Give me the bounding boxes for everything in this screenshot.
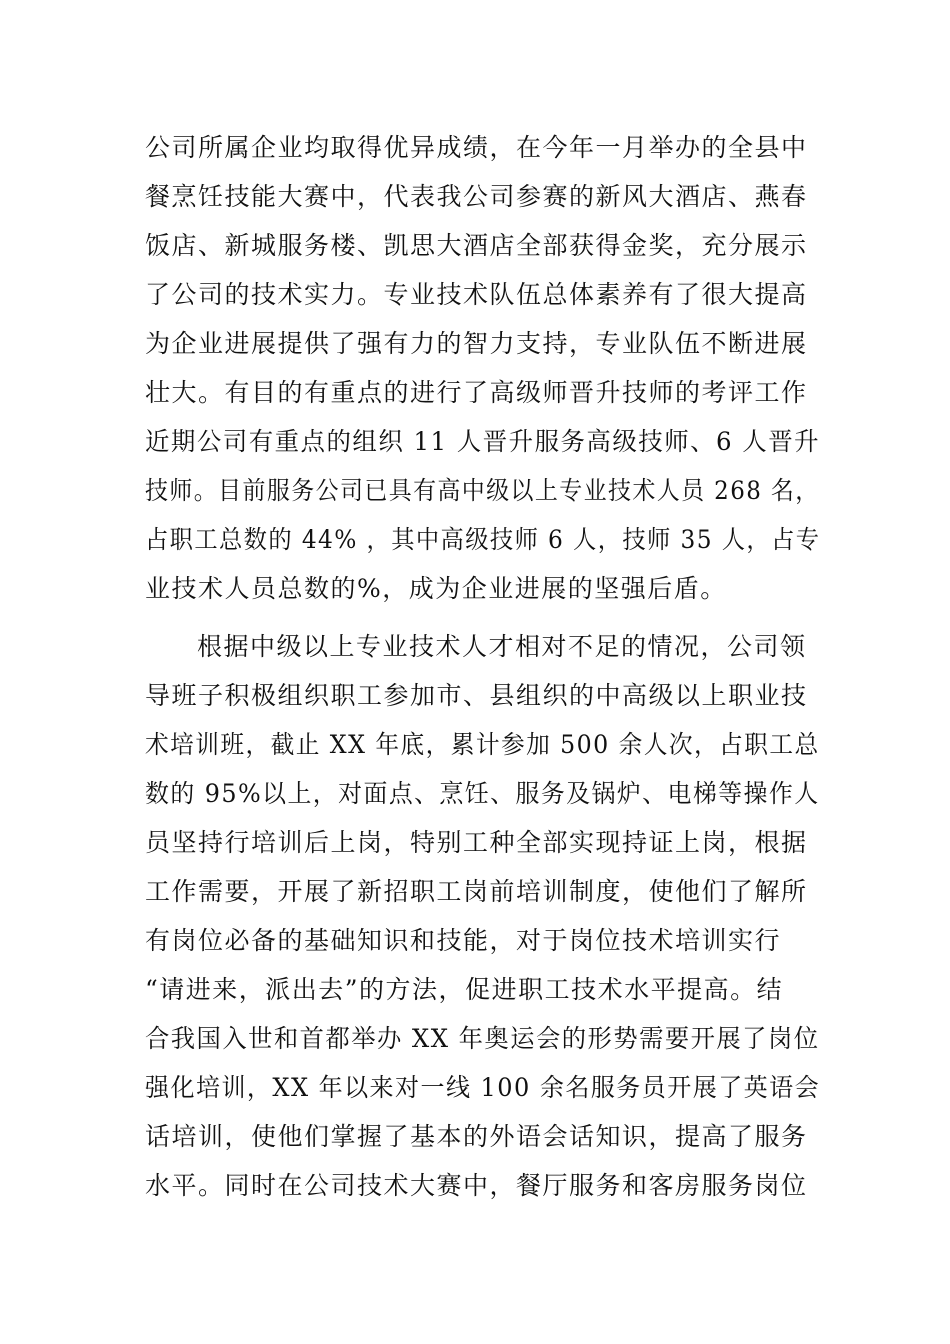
text-line: 技师。目前服务公司已具有高中级以上专业技术人员 268 名，	[145, 476, 820, 505]
text-line: 员坚持行培训后上岗，特别工种全部实现持证上岗，根据	[145, 828, 808, 857]
text-line: 餐烹饪技能大赛中，代表我公司参赛的新风大酒店、燕春	[145, 182, 808, 211]
text-line: 公司所属企业均取得优异成绩，在今年一月举办的全县中	[145, 133, 808, 162]
text-line: 壮大。有目的有重点的进行了高级师晋升技师的考评工作	[145, 378, 808, 407]
text-line: 工作需要，开展了新招职工岗前培训制度，使他们了解所	[145, 877, 808, 906]
text-line: 了公司的技术实力。专业技术队伍总体素养有了很大提高	[145, 280, 808, 309]
text-line: 近期公司有重点的组织 11 人晋升服务高级技师、6 人晋升	[145, 427, 821, 456]
paragraph-first-line: 根据中级以上专业技术人才相对不足的情况，公司领	[197, 632, 807, 661]
text-line: 为企业进展提供了强有力的智力支持，专业队伍不断进展	[145, 329, 808, 358]
text-line: 术培训班，截止 XX 年底，累计参加 500 余人次，占职工总	[145, 730, 820, 759]
text-line: 有岗位必备的基础知识和技能，对于岗位技术培训实行	[145, 926, 782, 955]
text-line: 水平。同时在公司技术大赛中，餐厅服务和客房服务岗位	[145, 1171, 808, 1200]
text-line: 饭店、新城服务楼、凯思大酒店全部获得金奖，充分展示	[145, 231, 808, 260]
text-line: 业技术人员总数的%，成为企业进展的坚强后盾。	[145, 574, 727, 603]
text-line: 占职工总数的 44% ，其中高级技师 6 人，技师 35 人，占专	[145, 525, 821, 554]
text-line: “请进来，派出去”的方法，促进职工技术水平提高。结	[145, 975, 784, 1004]
text-line: 话培训，使他们掌握了基本的外语会话知识，提高了服务	[145, 1122, 808, 1151]
text-line: 强化培训，XX 年以来对一线 100 余名服务员开展了英语会	[145, 1073, 821, 1102]
text-line: 导班子积极组织职工参加市、县组织的中高级以上职业技	[145, 681, 808, 710]
text-line: 数的 95%以上，对面点、烹饪、服务及锅炉、电梯等操作人	[145, 779, 820, 808]
text-line: 合我国入世和首都举办 XX 年奥运会的形势需要开展了岗位	[145, 1024, 820, 1053]
